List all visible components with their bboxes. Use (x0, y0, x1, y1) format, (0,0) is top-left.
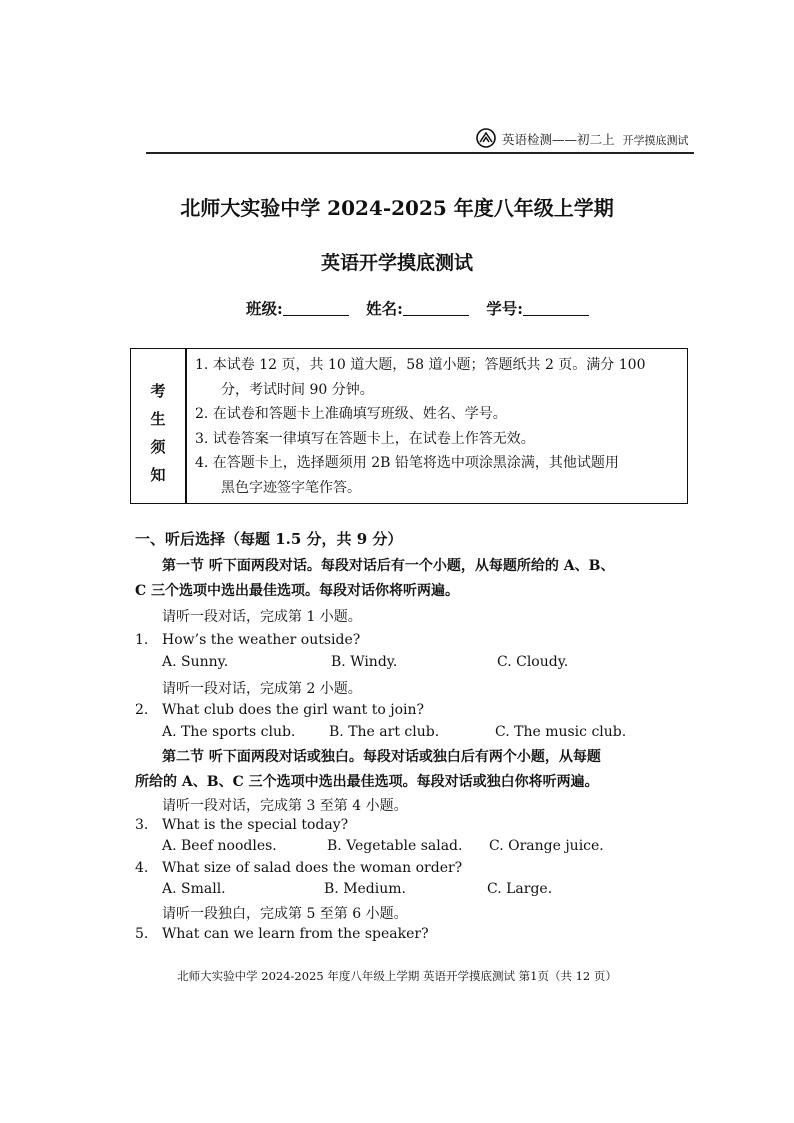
option-b[interactable]: B. Medium. (324, 881, 406, 897)
listening-instruction: 请听一段独白，完成第 5 至第 6 小题。 (162, 906, 408, 922)
exam-notice-box (130, 348, 688, 504)
notice-item: 4. 在答题卡上，选择题须用 2B 铅笔将选中项涂黑涂满，其他试题用 (195, 455, 619, 471)
notice-label-char: 须 (150, 438, 166, 456)
header-title: 英语检测——初二上 (502, 132, 615, 147)
notice-item-cont: 黑色字迹签字笔作答。 (221, 479, 361, 496)
option-a[interactable]: A. Beef noodles. (162, 838, 277, 854)
option-b[interactable]: B. The art club. (329, 724, 440, 740)
option-a[interactable]: A. Small. (162, 881, 226, 897)
notice-label-char: 考 (150, 382, 166, 400)
notice-label-char: 知 (150, 466, 166, 484)
school-logo-icon (476, 128, 496, 148)
exam-title: 北师大实验中学 2024-2025 年度八年级上学期 (180, 196, 614, 220)
notice-items (195, 353, 679, 500)
question-text: What size of salad does the woman order? (162, 860, 463, 876)
option-a[interactable]: A. The sports club. (162, 724, 296, 740)
listening-instruction: 请听一段对话，完成第 3 至第 4 小题。 (162, 798, 408, 814)
part2-instruction-cont: 所给的 A、B、C 三个选项中选出最佳选项。每段对话或独白你将听两遍。 (135, 774, 599, 790)
notice-item: 3. 试卷答案一律填写在答题卡上，在试卷上作答无效。 (195, 430, 535, 447)
notice-divider (185, 349, 187, 503)
id-label: 学号: (486, 299, 524, 318)
option-c[interactable]: C. Cloudy. (497, 654, 569, 670)
header-subtitle: 开学摸底测试 (622, 134, 689, 147)
page-footer: 北师大实验中学 2024-2025 年度八年级上学期 英语开学摸底测试 第1页（共 12 页） (177, 969, 617, 983)
question-number: 4. (135, 860, 149, 876)
question-number: 5. (135, 926, 149, 942)
option-c[interactable]: C. The music club. (495, 724, 627, 740)
option-b[interactable]: B. Vegetable salad. (327, 838, 463, 854)
question-number: 1. (135, 632, 149, 648)
question-text: What is the special today? (162, 817, 349, 833)
question-text: How’s the weather outside? (162, 632, 361, 648)
question-text: What club does the girl want to join? (162, 702, 425, 718)
part1-instruction-cont: C 三个选项中选出最佳选项。每段对话你将听两遍。 (135, 583, 460, 599)
class-blank[interactable] (283, 299, 349, 316)
class-label: 班级: (246, 299, 283, 318)
notice-label-char: 生 (150, 410, 166, 428)
section-title: 一、听后选择（每题 1.5 分，共 9 分） (135, 530, 403, 548)
part1-instruction: 第一节 听下面两段对话。每段对话后有一个小题，从每题所给的 A、B、 (162, 558, 615, 574)
option-c[interactable]: C. Large. (487, 881, 553, 897)
header-rule (146, 152, 694, 154)
option-b[interactable]: B. Windy. (331, 654, 398, 670)
notice-item: 1. 本试卷 12 页，共 10 道大题，58 道小题；答题纸共 2 页。满分 100 (195, 357, 646, 373)
listening-instruction: 请听一段对话，完成第 2 小题。 (162, 681, 362, 697)
part2-instruction: 第二节 听下面两段对话或独白。每段对话或独白后有两个小题，从每题 (162, 749, 601, 765)
question-text: What can we learn from the speaker? (162, 926, 429, 942)
listening-instruction: 请听一段对话，完成第 1 小题。 (162, 609, 362, 625)
name-label: 姓名: (366, 299, 403, 318)
notice-item: 2. 在试卷和答题卡上准确填写班级、姓名、学号。 (195, 406, 507, 422)
page-header (502, 130, 689, 148)
exam-subtitle: 英语开学摸底测试 (320, 252, 473, 274)
student-info-row (246, 297, 601, 319)
notice-label (131, 377, 185, 489)
option-c[interactable]: C. Orange juice. (489, 838, 604, 854)
question-number: 3. (135, 817, 149, 833)
option-a[interactable]: A. Sunny. (162, 654, 229, 670)
id-blank[interactable] (523, 299, 589, 316)
name-blank[interactable] (403, 299, 469, 316)
question-number: 2. (135, 702, 149, 718)
notice-item-cont: 分，考试时间 90 分钟。 (221, 381, 374, 398)
